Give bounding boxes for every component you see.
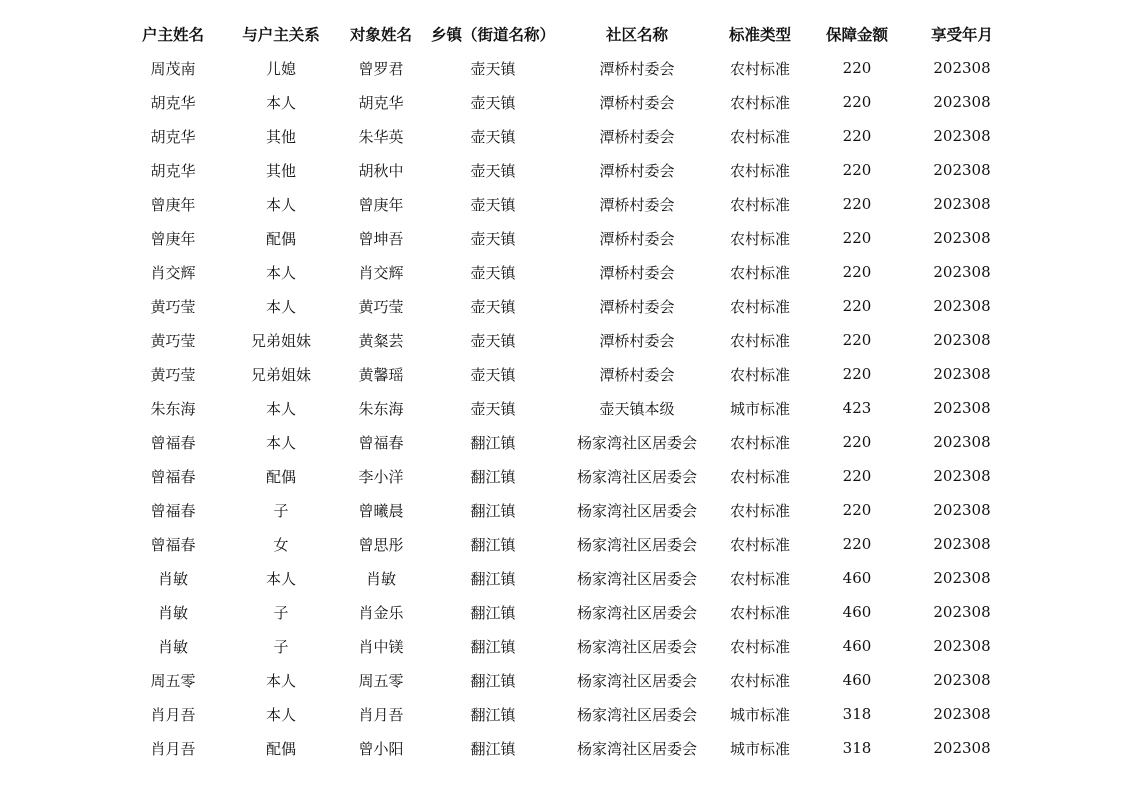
recipient-name-cell: 周五零 xyxy=(358,671,404,690)
header-relationship: 与户主关系 xyxy=(242,26,320,44)
standard-type-cell: 城市标准 xyxy=(729,705,790,724)
relationship-cell: 配偶 xyxy=(265,229,296,248)
householder-name-cell: 胡克华 xyxy=(150,161,196,180)
period-cell: 202308 xyxy=(933,433,991,451)
amount-cell: 220 xyxy=(842,161,872,179)
township-cell: 壶天镇 xyxy=(470,195,516,214)
community-cell: 潭桥村委会 xyxy=(599,331,675,350)
recipient-name-cell: 曾思彤 xyxy=(358,535,404,554)
standard-type-cell: 农村标准 xyxy=(729,365,790,384)
table-row xyxy=(118,221,1014,255)
community-cell: 潭桥村委会 xyxy=(599,93,675,112)
householder-name-cell: 肖敏 xyxy=(157,569,188,588)
relationship-cell: 其他 xyxy=(265,127,296,146)
householder-name-cell: 黄巧莹 xyxy=(150,297,196,316)
relationship-cell: 子 xyxy=(273,637,289,656)
recipient-name-cell: 朱华英 xyxy=(358,127,404,146)
standard-type-cell: 农村标准 xyxy=(729,127,790,146)
amount-cell: 220 xyxy=(842,331,872,349)
period-cell: 202308 xyxy=(933,59,991,77)
amount-cell: 220 xyxy=(842,535,872,553)
relationship-cell: 配偶 xyxy=(265,739,296,758)
relationship-cell: 本人 xyxy=(265,297,296,316)
township-cell: 壶天镇 xyxy=(470,127,516,146)
relationship-cell: 女 xyxy=(273,535,289,554)
period-cell: 202308 xyxy=(933,637,991,655)
recipient-name-cell: 胡克华 xyxy=(358,93,404,112)
relationship-cell: 子 xyxy=(273,501,289,520)
community-cell: 杨家湾社区居委会 xyxy=(576,501,697,520)
table-row xyxy=(118,357,1014,391)
period-cell: 202308 xyxy=(933,467,991,485)
period-cell: 202308 xyxy=(933,739,991,757)
householder-name-cell: 黄巧莹 xyxy=(150,365,196,384)
standard-type-cell: 农村标准 xyxy=(729,229,790,248)
community-cell: 杨家湾社区居委会 xyxy=(576,467,697,486)
community-cell: 杨家湾社区居委会 xyxy=(576,603,697,622)
standard-type-cell: 农村标准 xyxy=(729,195,790,214)
amount-cell: 460 xyxy=(842,637,872,655)
householder-name-cell: 黄巧莹 xyxy=(150,331,196,350)
township-cell: 壶天镇 xyxy=(470,331,516,350)
table-row xyxy=(118,391,1014,425)
table-row xyxy=(118,663,1014,697)
householder-name-cell: 周五零 xyxy=(150,671,196,690)
header-standard-type: 标准类型 xyxy=(728,26,791,44)
amount-cell: 318 xyxy=(842,705,872,723)
table-row xyxy=(118,425,1014,459)
table-row xyxy=(118,561,1014,595)
table-body xyxy=(118,51,1014,765)
township-cell: 翻江镇 xyxy=(470,603,516,622)
table-row xyxy=(118,629,1014,663)
standard-type-cell: 农村标准 xyxy=(729,331,790,350)
township-cell: 壶天镇 xyxy=(470,59,516,78)
table-row xyxy=(118,527,1014,561)
standard-type-cell: 农村标准 xyxy=(729,263,790,282)
township-cell: 翻江镇 xyxy=(470,467,516,486)
period-cell: 202308 xyxy=(933,501,991,519)
recipient-name-cell: 肖金乐 xyxy=(358,603,404,622)
standard-type-cell: 农村标准 xyxy=(729,161,790,180)
standard-type-cell: 城市标准 xyxy=(729,739,790,758)
recipient-name-cell: 肖交辉 xyxy=(358,263,404,282)
householder-name-cell: 胡克华 xyxy=(150,127,196,146)
householder-name-cell: 曾福春 xyxy=(150,501,196,520)
householder-name-cell: 曾福春 xyxy=(150,535,196,554)
amount-cell: 220 xyxy=(842,195,872,213)
standard-type-cell: 农村标准 xyxy=(729,535,790,554)
householder-name-cell: 曾庚年 xyxy=(150,229,196,248)
relationship-cell: 本人 xyxy=(265,433,296,452)
householder-name-cell: 周茂南 xyxy=(150,59,196,78)
township-cell: 翻江镇 xyxy=(470,739,516,758)
township-cell: 翻江镇 xyxy=(470,637,516,656)
relationship-cell: 本人 xyxy=(265,93,296,112)
householder-name-cell: 肖敏 xyxy=(157,637,188,656)
householder-name-cell: 胡克华 xyxy=(150,93,196,112)
standard-type-cell: 农村标准 xyxy=(729,297,790,316)
amount-cell: 460 xyxy=(842,603,872,621)
header-householder-name: 户主姓名 xyxy=(141,26,204,44)
recipient-name-cell: 曾罗君 xyxy=(358,59,404,78)
householder-name-cell: 肖交辉 xyxy=(150,263,196,282)
period-cell: 202308 xyxy=(933,195,991,213)
amount-cell: 220 xyxy=(842,467,872,485)
community-cell: 杨家湾社区居委会 xyxy=(576,637,697,656)
community-cell: 杨家湾社区居委会 xyxy=(576,671,697,690)
amount-cell: 460 xyxy=(842,671,872,689)
amount-cell: 460 xyxy=(842,569,872,587)
period-cell: 202308 xyxy=(933,671,991,689)
standard-type-cell: 城市标准 xyxy=(729,399,790,418)
table-row xyxy=(118,731,1014,765)
table-header-row xyxy=(118,17,1014,51)
period-cell: 202308 xyxy=(933,535,991,553)
period-cell: 202308 xyxy=(933,365,991,383)
township-cell: 翻江镇 xyxy=(470,705,516,724)
householder-name-cell: 曾福春 xyxy=(150,467,196,486)
relationship-cell: 配偶 xyxy=(265,467,296,486)
table-row xyxy=(118,459,1014,493)
amount-cell: 220 xyxy=(842,501,872,519)
recipient-name-cell: 胡秋中 xyxy=(358,161,404,180)
period-cell: 202308 xyxy=(933,603,991,621)
recipient-name-cell: 李小洋 xyxy=(358,467,404,486)
amount-cell: 220 xyxy=(842,127,872,145)
amount-cell: 220 xyxy=(842,365,872,383)
township-cell: 壶天镇 xyxy=(470,297,516,316)
community-cell: 潭桥村委会 xyxy=(599,365,675,384)
relationship-cell: 本人 xyxy=(265,705,296,724)
header-amount: 保障金额 xyxy=(825,26,888,44)
township-cell: 翻江镇 xyxy=(470,569,516,588)
period-cell: 202308 xyxy=(933,127,991,145)
table-row xyxy=(118,289,1014,323)
period-cell: 202308 xyxy=(933,93,991,111)
period-cell: 202308 xyxy=(933,263,991,281)
header-recipient-name: 对象姓名 xyxy=(349,26,412,44)
community-cell: 潭桥村委会 xyxy=(599,297,675,316)
relationship-cell: 本人 xyxy=(265,195,296,214)
period-cell: 202308 xyxy=(933,297,991,315)
table-row xyxy=(118,85,1014,119)
community-cell: 潭桥村委会 xyxy=(599,59,675,78)
table-row xyxy=(118,493,1014,527)
relationship-cell: 其他 xyxy=(265,161,296,180)
recipient-name-cell: 黄馨瑶 xyxy=(358,365,404,384)
standard-type-cell: 农村标准 xyxy=(729,433,790,452)
table-row xyxy=(118,697,1014,731)
community-cell: 杨家湾社区居委会 xyxy=(576,569,697,588)
table-row xyxy=(118,153,1014,187)
amount-cell: 220 xyxy=(842,93,872,111)
table-row xyxy=(118,119,1014,153)
township-cell: 壶天镇 xyxy=(470,161,516,180)
township-cell: 翻江镇 xyxy=(470,433,516,452)
community-cell: 潭桥村委会 xyxy=(599,229,675,248)
relationship-cell: 本人 xyxy=(265,569,296,588)
relationship-cell: 兄弟姐妹 xyxy=(250,331,311,350)
amount-cell: 318 xyxy=(842,739,872,757)
standard-type-cell: 农村标准 xyxy=(729,501,790,520)
recipient-name-cell: 曾福春 xyxy=(358,433,404,452)
householder-name-cell: 肖敏 xyxy=(157,603,188,622)
relationship-cell: 本人 xyxy=(265,671,296,690)
period-cell: 202308 xyxy=(933,705,991,723)
period-cell: 202308 xyxy=(933,569,991,587)
community-cell: 杨家湾社区居委会 xyxy=(576,535,697,554)
relationship-cell: 本人 xyxy=(265,263,296,282)
township-cell: 壶天镇 xyxy=(470,399,516,418)
standard-type-cell: 农村标准 xyxy=(729,671,790,690)
recipient-name-cell: 朱东海 xyxy=(358,399,404,418)
relationship-cell: 本人 xyxy=(265,399,296,418)
period-cell: 202308 xyxy=(933,331,991,349)
assistance-roster-table xyxy=(118,17,1014,765)
table-row xyxy=(118,323,1014,357)
standard-type-cell: 农村标准 xyxy=(729,93,790,112)
amount-cell: 220 xyxy=(842,263,872,281)
amount-cell: 220 xyxy=(842,433,872,451)
recipient-name-cell: 肖月吾 xyxy=(358,705,404,724)
recipient-name-cell: 曾坤吾 xyxy=(358,229,404,248)
header-period: 享受年月 xyxy=(930,26,993,44)
township-cell: 壶天镇 xyxy=(470,365,516,384)
community-cell: 潭桥村委会 xyxy=(599,161,675,180)
relationship-cell: 兄弟姐妹 xyxy=(250,365,311,384)
period-cell: 202308 xyxy=(933,161,991,179)
township-cell: 壶天镇 xyxy=(470,229,516,248)
amount-cell: 220 xyxy=(842,297,872,315)
community-cell: 潭桥村委会 xyxy=(599,195,675,214)
householder-name-cell: 朱东海 xyxy=(150,399,196,418)
amount-cell: 220 xyxy=(842,229,872,247)
recipient-name-cell: 曾曦晨 xyxy=(358,501,404,520)
community-cell: 杨家湾社区居委会 xyxy=(576,705,697,724)
table-row xyxy=(118,255,1014,289)
relationship-cell: 子 xyxy=(273,603,289,622)
recipient-name-cell: 肖敏 xyxy=(365,569,396,588)
township-cell: 翻江镇 xyxy=(470,535,516,554)
period-cell: 202308 xyxy=(933,229,991,247)
relationship-cell: 儿媳 xyxy=(265,59,296,78)
community-cell: 壶天镇本级 xyxy=(599,399,675,418)
community-cell: 杨家湾社区居委会 xyxy=(576,739,697,758)
recipient-name-cell: 黄粲芸 xyxy=(358,331,404,350)
standard-type-cell: 农村标准 xyxy=(729,59,790,78)
header-community: 社区名称 xyxy=(605,26,668,44)
table-row xyxy=(118,51,1014,85)
householder-name-cell: 肖月吾 xyxy=(150,705,196,724)
recipient-name-cell: 曾庚年 xyxy=(358,195,404,214)
amount-cell: 423 xyxy=(842,399,872,417)
township-cell: 壶天镇 xyxy=(470,263,516,282)
period-cell: 202308 xyxy=(933,399,991,417)
township-cell: 翻江镇 xyxy=(470,501,516,520)
table-row xyxy=(118,187,1014,221)
standard-type-cell: 农村标准 xyxy=(729,467,790,486)
amount-cell: 220 xyxy=(842,59,872,77)
community-cell: 潭桥村委会 xyxy=(599,127,675,146)
standard-type-cell: 农村标准 xyxy=(729,569,790,588)
standard-type-cell: 农村标准 xyxy=(729,637,790,656)
township-cell: 壶天镇 xyxy=(470,93,516,112)
community-cell: 潭桥村委会 xyxy=(599,263,675,282)
householder-name-cell: 肖月吾 xyxy=(150,739,196,758)
table-row xyxy=(118,595,1014,629)
recipient-name-cell: 黄巧莹 xyxy=(358,297,404,316)
householder-name-cell: 曾庚年 xyxy=(150,195,196,214)
township-cell: 翻江镇 xyxy=(470,671,516,690)
standard-type-cell: 农村标准 xyxy=(729,603,790,622)
recipient-name-cell: 肖中镁 xyxy=(358,637,404,656)
householder-name-cell: 曾福春 xyxy=(150,433,196,452)
community-cell: 杨家湾社区居委会 xyxy=(576,433,697,452)
recipient-name-cell: 曾小阳 xyxy=(358,739,404,758)
header-township: 乡镇（街道名称） xyxy=(430,26,555,44)
